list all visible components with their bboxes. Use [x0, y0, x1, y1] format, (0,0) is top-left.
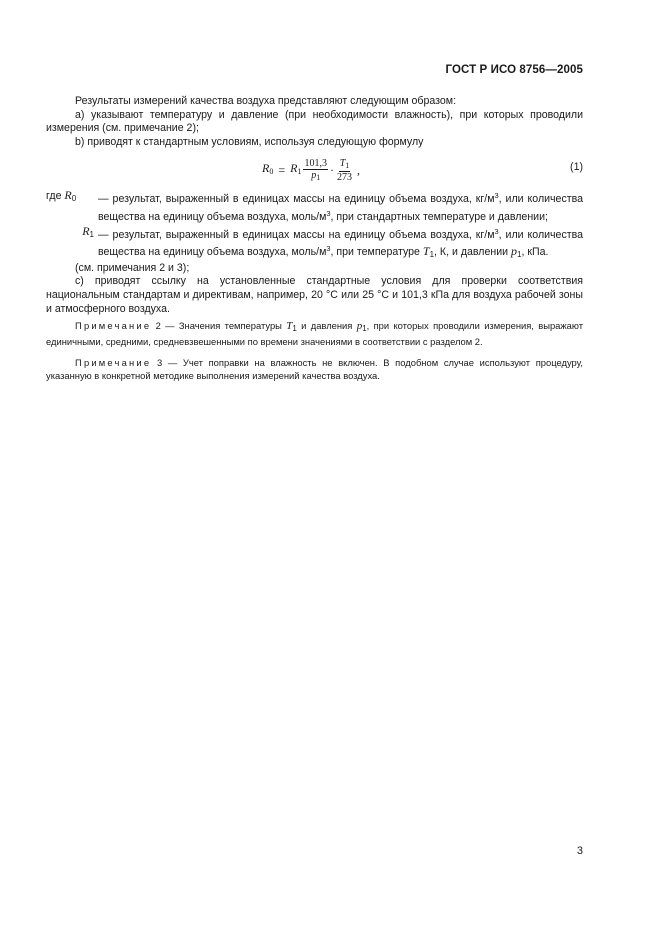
- formula-lhs: $R_0$: [262, 161, 274, 177]
- formula-equals: =: [278, 162, 286, 177]
- definition-r0-label: где $R_0$: [46, 188, 77, 204]
- item-b: b) приводят к стандартным условиям, используя следующую формулу: [75, 135, 424, 148]
- formula-comma: ,: [356, 162, 360, 177]
- document-header: ГОСТ Р ИСО 8756—2005: [445, 64, 583, 76]
- equation-number: (1): [570, 161, 583, 174]
- document-body: [46, 95, 583, 392]
- definition-r0-text: — результат, выраженный в единицах массы на единицу объема воздуха, $кг/м^3$, или количества вещества на единицу объема воздуха, моль/$м^3$, при стандартных температуре и давлении;: [98, 191, 584, 223]
- definition-r1-label: $R_1$: [82, 223, 94, 239]
- definition-r1-text: — результат, выраженный в единицах массы на единицу объема воздуха, $кг/м^3$, или количества вещества на единицу объема воздуха, моль/$м^3$, при температуре $T_1$, К, и давлении $p_1$, кПа.: [98, 226, 584, 260]
- item-a: a) указывают температуру и давление (при необходимости влажность), при которых проводили измерения (см. примечание 2);: [46, 108, 583, 135]
- formula-block: [46, 155, 583, 185]
- fraction-temperature: $\frac{T_1}{273}$: [336, 157, 352, 183]
- intro-paragraph: Результаты измерений качества воздуха представляют следующим образом:: [75, 95, 457, 107]
- item-c: c) приводят ссылку на установленные стандартные условия для проверки соответствия национальным стандартам и директивам, например, 20 °C или 25 °C и 101,3 кПа для воздуха рабочей зоны и атмосферного воздуха.: [46, 275, 583, 315]
- definition-r1: [46, 225, 583, 262]
- fraction-pressure: $\frac{101,3}{p_1}$: [304, 157, 327, 182]
- note-3: Примечание 3 — Учет поправки на влажность не включен. В подобном случае используют процедуру, указанную в конкретной методике выполнения измерений качества воздуха.: [46, 357, 583, 381]
- see-notes: (см. примечания 2 и 3);: [75, 261, 190, 274]
- note-2: Примечание 2 — Значения температуры T1 и давления p1, при которых проводили измерения, выражают единичными, средними, средневзвешенными по времени значениями в соответствии с разделом 2.: [46, 320, 584, 347]
- formula-r1: $R_1$: [290, 161, 302, 177]
- page-number: 3: [576, 845, 583, 857]
- definition-r0: [46, 189, 583, 224]
- formula-dot: ·: [329, 162, 334, 177]
- formula: [262, 155, 360, 185]
